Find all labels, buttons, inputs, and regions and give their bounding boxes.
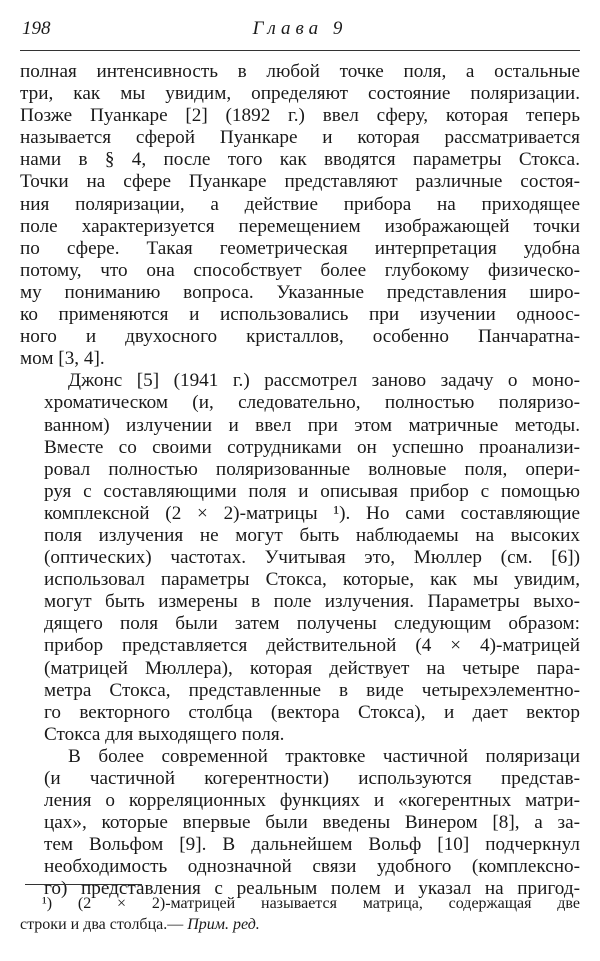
footnote-line: [20, 914, 580, 935]
text-line: ного и двухосного кристаллов, особенно Панчаратна-: [20, 326, 580, 348]
text-line: называется сферой Пуанкаре и которая рассматривается: [20, 127, 580, 149]
text-line: му пониманию вопроса. Указанные представления широ-: [20, 281, 580, 303]
text-line: Стокса для выходящего поля.: [44, 723, 285, 745]
text-line: полная интенсивность в любой точке поля, а остальные: [20, 61, 580, 82]
text-line: Точки на сфере Пуанкаре представляют различные состоя-: [20, 171, 580, 193]
text-line: использовал параметры Стокса, которые, как мы увидим,: [44, 569, 580, 591]
page-number: 198: [22, 18, 51, 39]
text-line: комплексной (2 × 2)-матрицы ¹). Но сами составляющие: [44, 502, 580, 524]
text-line: Вместе со своими сотрудниками он успешно проанализи-: [44, 436, 580, 458]
text-line: ния поляризации, а действие прибора на приходящее: [20, 193, 580, 215]
footnote-line: ¹) (2 × 2)-матрицей называется матрица, содержащая две: [42, 895, 580, 912]
text-line: три, как мы увидим, определяют состояние поляризации.: [20, 83, 580, 105]
text-line: ровал полностью поляризованные волновые поля, опери-: [44, 458, 580, 480]
paragraph-1: [20, 61, 580, 370]
footnote: [20, 893, 580, 935]
chapter-title: Глава 9: [252, 18, 348, 39]
text-line: В более современной трактовке частичной поляризаци: [68, 745, 580, 767]
body-text: [20, 61, 580, 901]
footnote-rule: [25, 884, 142, 885]
text-line: (оптических) частотах. Учитывая это, Мюллер (см. [6]): [44, 547, 580, 569]
text-line: дящего поля были затем получены следующим образом:: [44, 613, 580, 635]
running-head: [20, 18, 580, 44]
text-line: ления о корреляционных функциях и «когерентных матри-: [44, 790, 580, 812]
text-line: ванном) излучении и ввел при этом матричные методы.: [44, 414, 580, 436]
text-line: необходимость однозначной связи удобного (комплексно-: [44, 856, 580, 878]
footnote-text: строки и два столбца.—: [20, 916, 184, 933]
text-line: Позже Пуанкаре [2] (1892 г.) ввел сферу, которая теперь: [20, 105, 580, 127]
text-line: поля излучения не могут быть наблюдаемы на высоких: [44, 524, 580, 546]
paragraph-3: [20, 746, 580, 901]
text-line: по сфере. Такая геометрическая интерпретация удобна: [20, 237, 580, 259]
text-line: метра Стокса, представленные в виде четырехэлементно-: [44, 679, 580, 701]
text-line: Джонс [5] (1941 г.) рассмотрел заново задачу о моно-: [68, 370, 580, 392]
text-line: го) представления с реальным полем и указал на пригод-: [44, 878, 580, 900]
editor-note: Прим. ред.: [187, 916, 260, 933]
text-line: мом [3, 4].: [20, 348, 105, 370]
text-line: потому, что она способствует более глубокому физическо-: [20, 259, 580, 281]
text-line: го векторного столбца (вектора Стокса), и дает вектор: [44, 701, 580, 723]
book-page: [20, 0, 580, 961]
text-line: (матрицей Мюллера), которая действует на четыре пара-: [44, 657, 580, 679]
text-line: нами в § 4, после того как вводятся параметры Стокса.: [20, 149, 580, 171]
text-line: поле характеризуется перемещением изображающей точки: [20, 215, 580, 237]
paragraph-2: [20, 370, 580, 746]
text-line: цах», которые впервые были введены Винером [8], а за-: [44, 812, 580, 834]
text-line: (и частичной когерентности) используются представ-: [44, 768, 580, 789]
text-line: хроматическом (и, следовательно, полностью поляризо-: [44, 392, 580, 414]
text-line: прибор представляется действительной (4 × 4)-матрицей: [44, 635, 580, 657]
text-line: тем Вольфом [9]. В дальнейшем Вольф [10] подчеркнул: [44, 834, 580, 856]
text-line: руя с составляющими поля и описывая прибор с помощью: [44, 480, 580, 502]
header-rule: [20, 50, 580, 51]
text-line: могут быть измерены в поле излучения. Параметры выхо-: [44, 591, 580, 613]
text-line: ко применяются и использовались при изучении одноос-: [20, 304, 580, 326]
